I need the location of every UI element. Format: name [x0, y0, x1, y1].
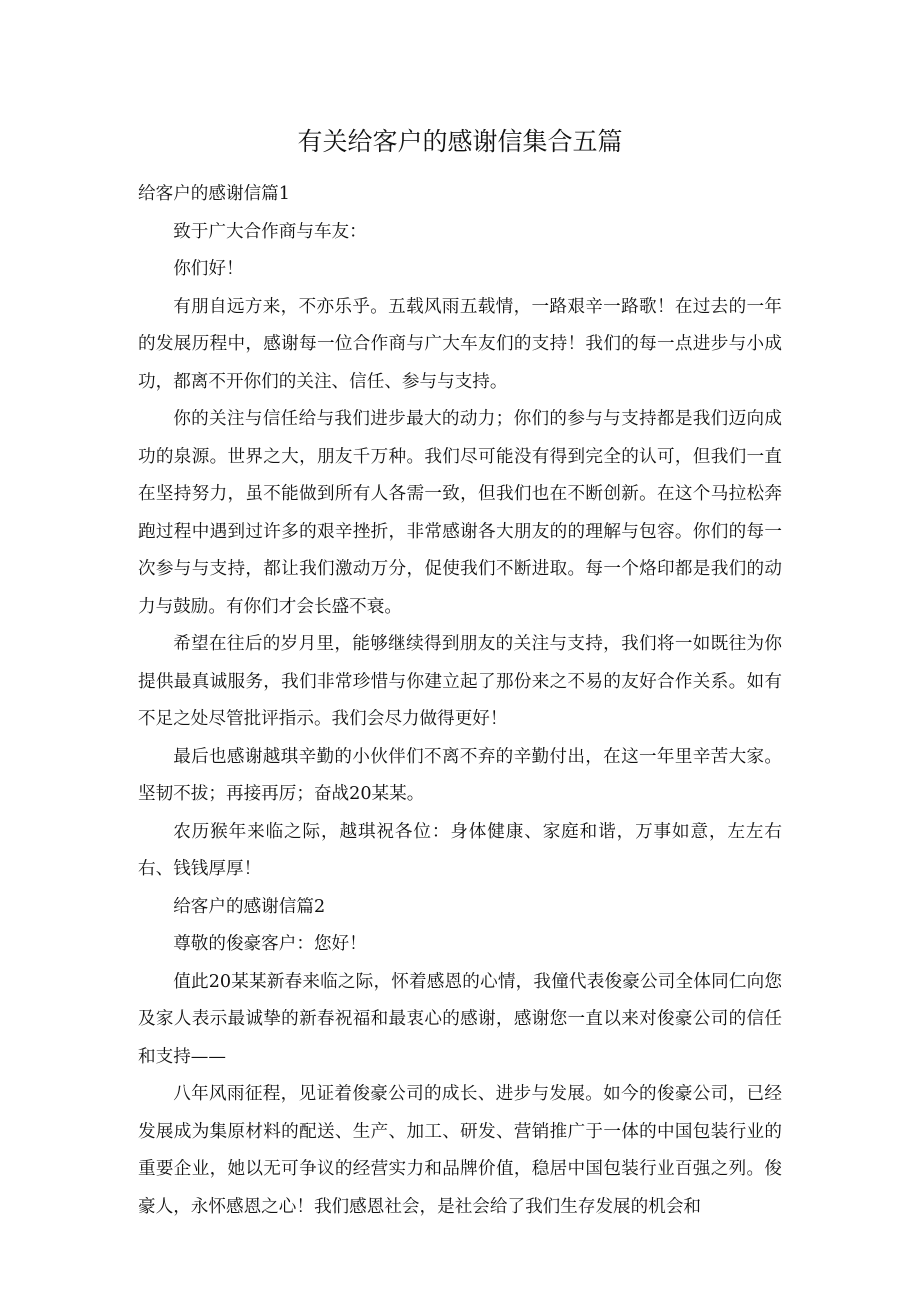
salutation-2: 尊敬的俊豪客户：您好！ [173, 934, 367, 954]
document-title: 有关给客户的感谢信集合五篇 [297, 127, 623, 156]
body-paragraph: 希望在往后的岁月里，能够继续得到朋友的关注与支持，我们将一如既往为你提供最真诚服务，我们非常珍惜与你建立起了那份来之不易的友好合作关系。如有不足之处尽管批评指示。我们会尽力做得更好！ [138, 634, 782, 729]
section-heading-2: 给客户的感谢信篇2 [173, 896, 326, 917]
body-paragraph: 值此20某某新春来临之际，怀着感恩的心情，我僮代表俊豪公司全体同仁向您及家人表示最诚挚的新春祝福和最衷心的感谢，感谢您一直以来对俊豪公司的信任和支持—— [138, 971, 782, 1067]
document-body [138, 176, 782, 1226]
body-paragraph: 有朋自远方来，不亦乐乎。五载风雨五载情，一路艰辛一路歌！在过去的一年的发展历程中，感谢每一位合作商与广大车友们的支持！我们的每一点进步与小成功，都离不开你们的关注、信任、参与与支持。 [138, 296, 782, 392]
greeting-1: 你们好！ [173, 259, 244, 279]
body-paragraph: 八年风雨征程，见证着俊豪公司的成长、进步与发展。如今的俊豪公司，已经发展成为集原材料的配送、生产、加工、研发、营销推广于一体的中国包装行业的重要企业，她以无可争议的经营实力和品牌价值，稳居中国包装行业百强之列。俊豪人，永怀感恩之心！我们感恩社会，是社会给了我们生存发展的机会和 [138, 1084, 782, 1217]
body-paragraph: 最后也感谢越琪辛勤的小伙伴们不离不弃的辛勤付出，在这一年里辛苦大家。坚韧不拔；再接再厉；奋战20某某。 [138, 746, 782, 804]
body-paragraph: 农历猴年来临之际，越琪祝各位：身体健康、家庭和谐，万事如意，左左右右、钱钱厚厚！ [138, 821, 782, 879]
section-heading-1: 给客户的感谢信篇1 [138, 184, 290, 204]
body-paragraph: 你的关注与信任给与我们进步最大的动力；你们的参与与支持都是我们迈向成功的泉源。世界之大，朋友千万种。我们尽可能没有得到完全的认可，但我们一直在坚持努力，虽不能做到所有人各需一致，但我们也在不断创新。在这个马拉松奔跑过程中遇到过许多的艰辛挫折，非常感谢各大朋友的的理解与包容。你们的每一次参与与支持，都让我们激动万分，促使我们不断进取。每一个烙印都是我们的动力与鼓励。有你们才会长盛不衰。 [138, 409, 782, 617]
salutation-1: 致于广大合作商与车友： [173, 221, 367, 242]
